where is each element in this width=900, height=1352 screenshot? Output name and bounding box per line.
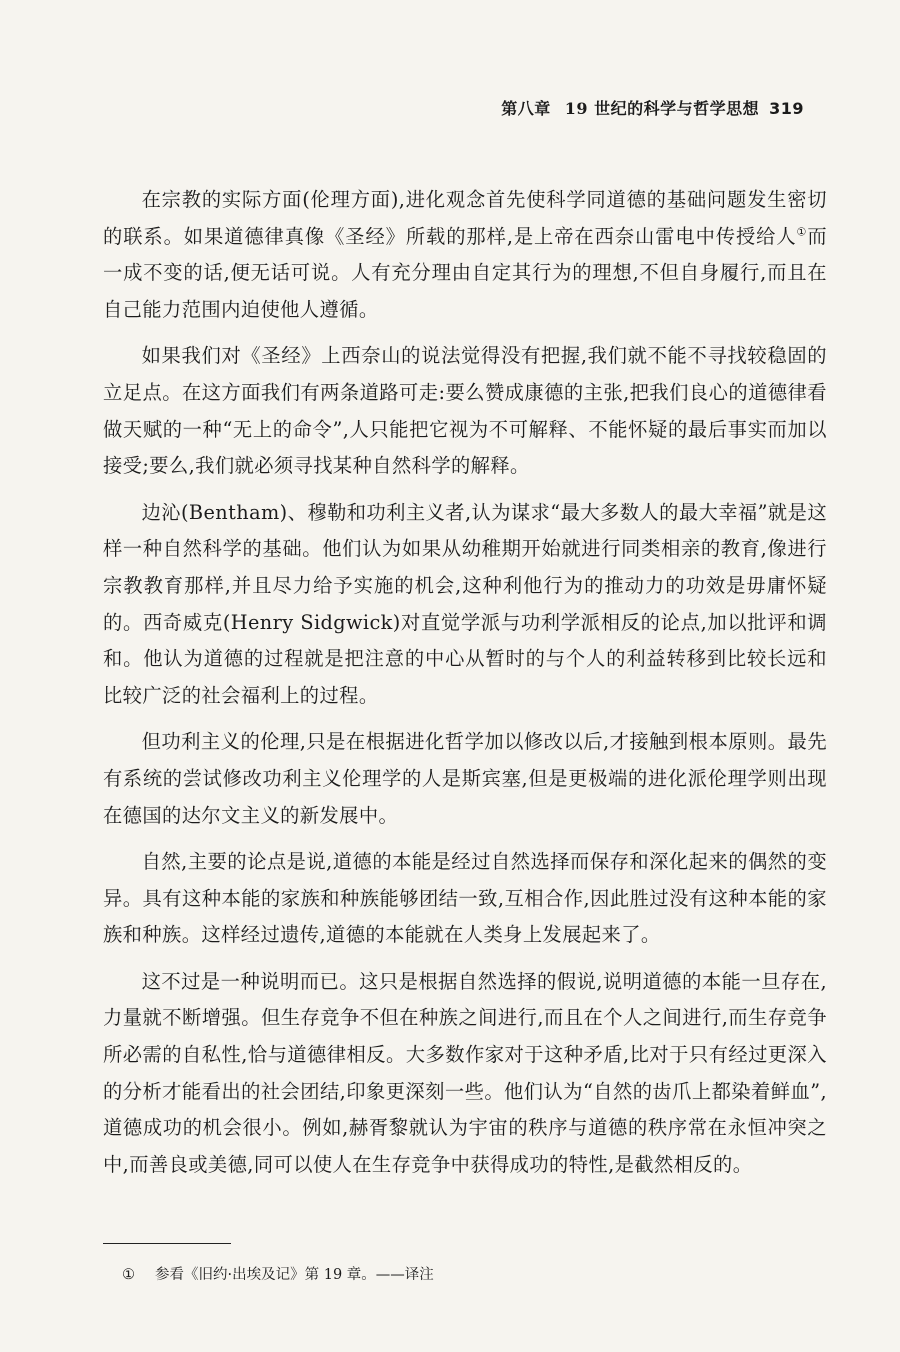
- paragraph-1: [103, 182, 827, 328]
- paragraph-1-text-a: 在宗教的实际方面(伦理方面),进化观念首先使科学同道德的基础问题发生密切的联系。如果道德律真像《圣经》所载的那样,是上帝在西奈山雷电中传授给人: [103, 188, 827, 248]
- paragraph-4: 但功利主义的伦理,只是在根据进化哲学加以修改以后,才接触到根本原则。最先有系统的尝试修改功利主义伦理学的人是斯宾塞,但是更极端的进化派伦理学则出现在德国的达尔文主义的新发展中。: [103, 730, 827, 827]
- paragraph-2: 如果我们对《圣经》上西奈山的说法觉得没有把握,我们就不能不寻找较稳固的立足点。在这方面我们有两条道路可走:要么赞成康德的主张,把我们良心的道德律看做天赋的一种“无上的命令”,人只能把它视为不可解释、不能怀疑的最后事实而加以接受;要么,我们就必须寻找某种自然科学的解释。: [103, 344, 827, 478]
- running-head: [501, 96, 804, 119]
- footnote-divider: [103, 1243, 231, 1244]
- paragraph-5: 自然,主要的论点是说,道德的本能是经过自然选择而保存和深化起来的偶然的变异。具有这种本能的家族和种族能够团结一致,互相合作,因此胜过没有这种本能的家族和种族。这样经过遗传,道德的本能就在人类身上发展起来了。: [103, 850, 827, 947]
- footnote: [122, 1263, 434, 1284]
- page-number: 319: [769, 99, 804, 118]
- footnote-text: 参看《旧约·出埃及记》第 19 章。——译注: [155, 1267, 434, 1283]
- body-text: [103, 182, 827, 1193]
- paragraph-3: 边沁(Bentham)、穆勒和功利主义者,认为谋求“最大多数人的最大幸福”就是这样一种自然科学的基础。他们认为如果从幼稚期开始就进行同类相亲的教育,像进行宗教教育那样,并且尽力给予实施的机会,这种利他行为的推动力的功效是毋庸怀疑的。西奇威克(Henry Sidgwick)对直觉学派与功利学派相反的论点,加以批评和调和。他认为道德的过程就是把注意的中心从暂时的与个人的利益转移到比较长远和比较广泛的社会福利上的过程。: [103, 500, 827, 707]
- footnote-number: ①: [122, 1267, 135, 1283]
- paragraph-6: 这不过是一种说明而已。这只是根据自然选择的假说,说明道德的本能一旦存在,力量就不断增强。但生存竞争不但在种族之间进行,而且在个人之间进行,而生存竞争所必需的自私性,恰与道德律相反。大多数作家对于这种矛盾,比对于只有经过更深入的分析才能看出的社会团结,印象更深刻一些。他们认为“自然的齿爪上都染着鲜血”,道德成功的机会很小。例如,赫胥黎就认为宇宙的秩序与道德的秩序常在永恒冲突之中,而善良或美德,同可以使人在生存竞争中获得成功的特性,是截然相反的。: [103, 969, 827, 1176]
- paragraph-1-text-b: 而一成不变的话,便无话可说。人有充分理由自定其行为的理想,不但自身履行,而且在自己能力范围内迫使他人遵循。: [103, 224, 827, 321]
- chapter-title: 19 世纪的科学与哲学思想: [564, 99, 760, 118]
- footnote-reference-mark: ①: [796, 225, 808, 239]
- chapter-label: 第八章: [501, 99, 551, 118]
